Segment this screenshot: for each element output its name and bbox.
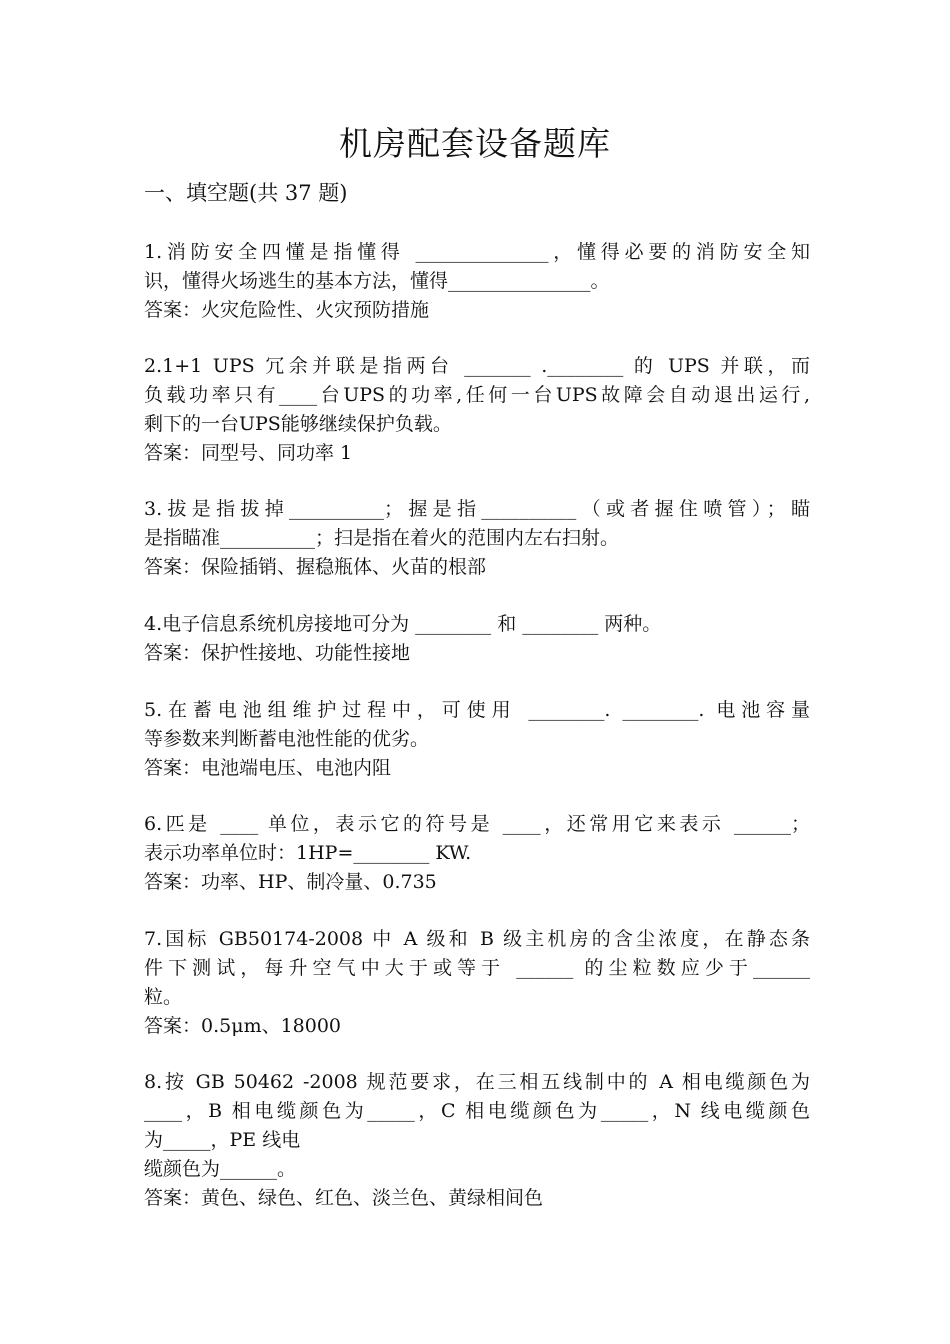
question-line: 是指瞄准__________；扫是指在着火的范围内左右扫射。	[144, 527, 620, 549]
question-line: 2.1+1 UPS 冗余并联是指两台 _______ .________ 的 UPS 并联，而	[144, 355, 810, 377]
section-heading: 一、填空题(共 37 题)	[144, 181, 348, 205]
question-line: 4.电子信息系统机房接地可分为 ________ 和 ________ 两种。	[144, 613, 662, 635]
question-line: 件下测试，每升空气中大于或等于 ______ 的尘粒数应少于______	[144, 957, 810, 979]
question-line: 缆颜色为______。	[144, 1158, 297, 1180]
question-line: 负载功率只有____台UPS的功率,任何一台UPS故障会自动退出运行,	[144, 384, 810, 406]
answer-text: 答案：电池端电压、电池内阻	[144, 757, 392, 779]
answer-text: 答案：0.5μm、18000	[144, 1015, 342, 1037]
question-line: 识，懂得火场逃生的基本方法，懂得_______________。	[144, 270, 610, 292]
question-line: 剩下的一台UPS能够继续保护负载。	[144, 413, 452, 435]
document-title: 机房配套设备题库	[339, 124, 611, 163]
answer-text: 答案：同型号、同功率 1	[144, 442, 353, 464]
question-line: 6.匹是 ____ 单位，表示它的符号是 ____，还常用它来表示 ______；	[144, 813, 810, 835]
question-line: 为_____，PE 线电	[144, 1129, 301, 1151]
question-line: 粒。	[144, 986, 183, 1008]
answer-text: 答案：保护性接地、功能性接地	[144, 642, 411, 664]
question-line: ____，B 相电缆颜色为_____，C 相电缆颜色为_____，N 线电缆颜色	[144, 1100, 810, 1122]
answer-text: 答案：黄色、绿色、红色、淡兰色、黄绿相间色	[144, 1187, 544, 1209]
question-line: 5.在蓄电池组维护过程中，可使用 ________. ________. 电池容量	[144, 699, 810, 721]
answer-text: 答案：火灾危险性、火灾预防措施	[144, 299, 430, 321]
question-line: 表示功率单位时：1HP=________ KW.	[144, 842, 472, 864]
question-line: 3.拔是指拔掉__________；握是指__________（或者握住喷管）；瞄	[144, 498, 810, 520]
question-line: 8.按 GB 50462 -2008 规范要求，在三相五线制中的 A 相电缆颜色为	[144, 1071, 810, 1093]
question-line: 等参数来判断蓄电池性能的优劣。	[144, 728, 430, 750]
question-line: 7.国标 GB50174-2008 中 A 级和 B 级主机房的含尘浓度，在静态条	[144, 928, 810, 950]
answer-text: 答案：保险插销、握稳瓶体、火苗的根部	[144, 556, 487, 578]
answer-text: 答案：功率、HP、制冷量、0.735	[144, 871, 437, 893]
question-line: 1.消防安全四懂是指懂得 ______________，懂得必要的消防安全知	[144, 241, 810, 263]
